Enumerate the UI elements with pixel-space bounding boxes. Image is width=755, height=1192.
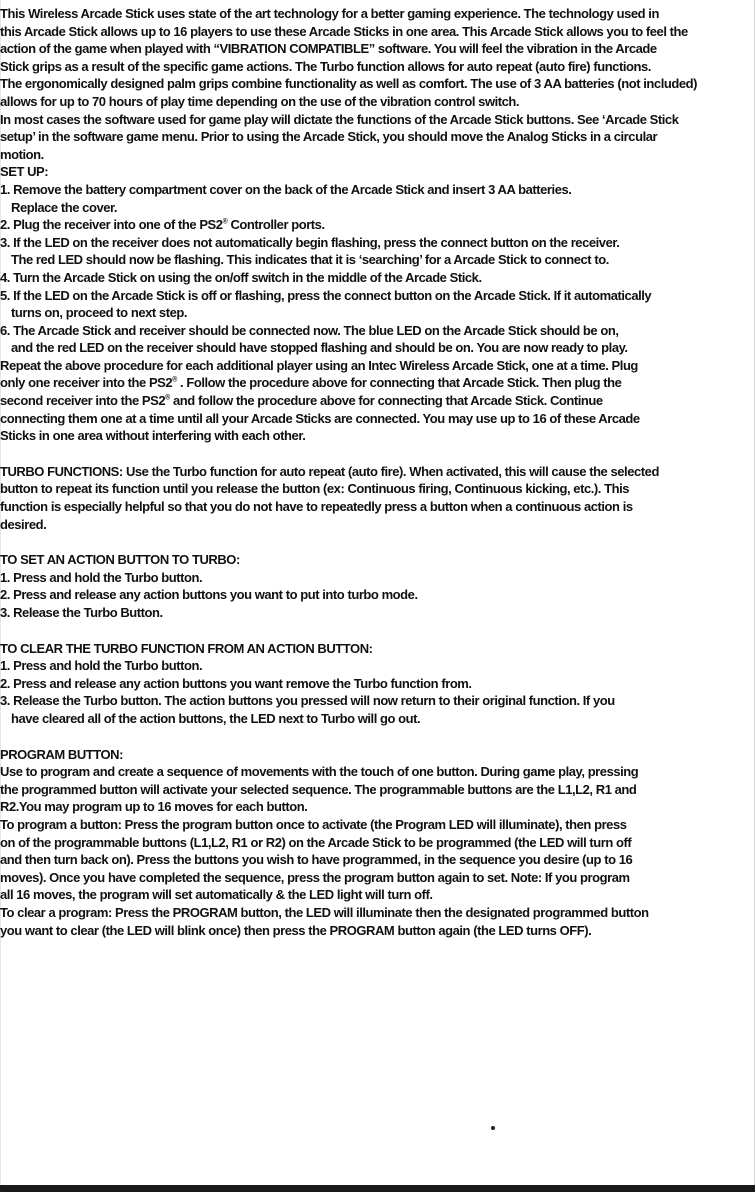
scan-speck [491,1126,495,1130]
section-gap [0,622,745,640]
set-turbo-step: 2. Press and release any action buttons you want to put into turbo mode. [0,587,418,603]
turbo-line: TURBO FUNCTIONS: Use the Turbo function for auto repeat (auto fire). When activated, this will cause the selected [0,463,659,479]
setup-repeat-text: only one receiver into the PS2 [0,375,173,391]
setup-section [0,163,745,445]
intro-line: The ergonomically designed palm grips combine functionality as well as comfort. The use of 3 AA batteries (not included) [0,76,697,92]
setup-step-continuation: Replace the cover. [11,199,118,215]
setup-step: 3. If the LED on the receiver does not automatically begin flashing, press the connect button on the receiver. [0,234,620,250]
program-line: you want to clear (the LED will blink once) then press the PROGRAM button again (the LED turns OFF). [0,922,592,938]
setup-repeat-line [0,392,745,410]
clear-turbo-step: 2. Press and release any action buttons you want remove the Turbo function from. [0,675,472,691]
registered-mark: ® [222,218,228,226]
setup-repeat-text: and follow the procedure above for connecting that Arcade Stick. Continue [169,393,603,409]
intro-paragraph [0,5,745,163]
setup-repeat-line: Repeat the above procedure for each additional player using an Intec Wireless Arcade Stick, one at a time. Plug [0,357,638,373]
set-turbo-step: 1. Press and hold the Turbo button. [0,569,203,585]
set-turbo-heading: TO SET AN ACTION BUTTON TO TURBO: [0,552,240,568]
program-line: all 16 moves, the program will set automatically & the LED light will turn off. [0,887,433,903]
program-line: moves). Once you have completed the sequence, press the program button again to set. Note: If you program [0,869,630,885]
setup-repeat-line: Sticks in one area without interfering with each other. [0,428,306,444]
clear-turbo-step: 3. Release the Turbo button. The action buttons you pressed will now return to their original function. If you [0,693,615,709]
program-section [0,746,745,940]
section-gap [0,533,745,551]
intro-line: action of the game when played with “VIBRATION COMPATIBLE” software. You will feel the vibration in the Arcade [0,41,657,57]
clear-turbo-heading: TO CLEAR THE TURBO FUNCTION FROM AN ACTION BUTTON: [0,640,373,656]
intro-line: This Wireless Arcade Stick uses state of the art technology for a better gaming experience. The technology used in [0,6,659,21]
intro-line: In most cases the software used for game play will dictate the functions of the Arcade Stick buttons. See ‘Arcade Stick [0,111,679,127]
setup-step: 1. Remove the battery compartment cover on the back of the Arcade Stick and insert 3 AA batteries. [0,181,572,197]
program-heading: PROGRAM BUTTON: [0,746,124,762]
turbo-line: desired. [0,516,47,532]
setup-repeat-text: second receiver into the PS2 [0,393,166,409]
setup-step-continuation: turns on, proceed to next step. [11,305,188,321]
setup-step [0,216,745,234]
intro-line: setup’ in the software game menu. Prior to using the Arcade Stick, you should move the Analog Sticks in a circular [0,129,658,145]
program-line: R2.You may program up to 16 moves for each button. [0,799,308,815]
setup-repeat-line: connecting them one at a time until all your Arcade Sticks are connected. You may use up to 16 of these Arcade [0,410,640,426]
intro-line: this Arcade Stick allows up to 16 players to use these Arcade Sticks in one area. This Arcade Stick allows you to feel the [0,23,688,39]
setup-step: 4. Turn the Arcade Stick on using the on/off switch in the middle of the Arcade Stick. [0,269,482,285]
clear-turbo-section [0,640,745,728]
setup-step-continuation: and the red LED on the receiver should have stopped flashing and should be on. You are now ready to play. [11,340,628,356]
turbo-section [0,463,745,533]
manual-text [0,5,745,939]
clear-turbo-step: 1. Press and hold the Turbo button. [0,658,203,674]
section-gap [0,728,745,746]
intro-line: motion. [0,146,44,162]
intro-line: allows for up to 70 hours of play time depending on the use of the vibration control switch. [0,93,520,109]
section-gap [0,445,745,463]
registered-mark: ® [165,394,170,402]
program-line: and then turn back on). Press the buttons you wish to have programmed, in the sequence you desire (up to 16 [0,852,633,868]
setup-heading: SET UP: [0,164,49,180]
set-turbo-section [0,551,745,621]
program-line: on of the programmable buttons (L1,L2, R1 or R2) on the Arcade Stick to be programmed (the LED will turn off [0,834,632,850]
setup-repeat-line [0,374,745,392]
program-line: Use to program and create a sequence of movements with the touch of one button. During game play, pressing [0,764,639,780]
program-line: To clear a program: Press the PROGRAM button, the LED will illuminate then the designated programmed button [0,904,649,920]
setup-step-continuation: The red LED should now be flashing. This indicates that it is ‘searching’ for a Arcade Stick to connect to. [11,252,609,268]
program-line: To program a button: Press the program button once to activate (the Program LED will illuminate), then press [0,816,627,832]
setup-step-text: Controller ports. [227,217,325,233]
setup-step: 5. If the LED on the Arcade Stick is off or flashing, press the connect button on the Arcade Stick. If it automatically [0,287,652,303]
bottom-scan-border [0,1185,755,1192]
program-line: the programmed button will activate your selected sequence. The programmable buttons are the L1,L2, R1 and [0,781,637,797]
setup-repeat-text: . Follow the procedure above for connecting that Arcade Stick. Then plug the [176,375,622,391]
turbo-line: button to repeat its function until you release the button (ex: Continuous firing, Continuous kicking, etc.). This [0,481,630,497]
intro-line: Stick grips as a result of the specific game actions. The Turbo function allows for auto repeat (auto fire) functions. [0,58,651,74]
turbo-line: function is especially helpful so that you do not have to repeatedly press a button when a continuous action is [0,499,633,515]
clear-turbo-step-continuation: have cleared all of the action buttons, the LED next to Turbo will go out. [11,710,421,726]
setup-step: 6. The Arcade Stick and receiver should be connected now. The blue LED on the Arcade Stick should be on, [0,322,619,338]
setup-step-text: 2. Plug the receiver into one of the PS2 [0,217,223,233]
set-turbo-step: 3. Release the Turbo Button. [0,605,163,620]
registered-mark: ® [172,377,177,385]
